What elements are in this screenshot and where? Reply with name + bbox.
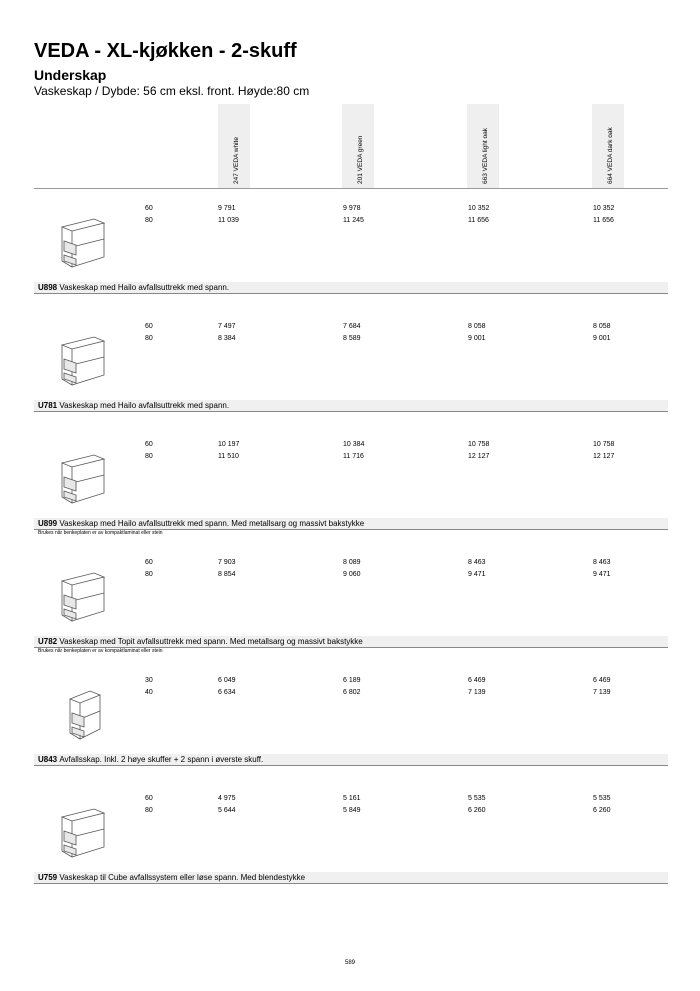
price-cell: 11 656 <box>468 217 489 224</box>
product-code <box>38 873 305 882</box>
size-label: 80 <box>145 335 153 342</box>
price-cell: 6 634 <box>218 689 236 696</box>
price-cell: 6 260 <box>468 807 486 814</box>
page-subtitle: Underskap <box>34 67 107 83</box>
page-description: Vaskeskap / Dybde: 56 cm eksl. front. Høyde:80 cm <box>34 84 310 98</box>
size-label: 80 <box>145 453 153 460</box>
product-note: Brukes når benkeplaten er av kompaktlaminat eller stein <box>38 648 163 654</box>
product-image <box>52 683 106 743</box>
price-cell: 8 854 <box>218 571 236 578</box>
product-description-text: Vaskeskap med Topit avfallsuttrekk med spann. Med metallsarg og massivt bakstykke <box>59 637 363 646</box>
price-cell: 7 684 <box>343 323 361 330</box>
product-image <box>52 447 106 507</box>
column-header-247 <box>218 104 250 188</box>
price-cell: 7 139 <box>593 689 611 696</box>
size-label: 80 <box>145 217 153 224</box>
column-header-label: 247 VEDA white <box>233 137 240 184</box>
price-cell: 5 161 <box>343 795 361 802</box>
product-code <box>38 637 363 646</box>
price-cell: 9 791 <box>218 205 236 212</box>
cabinet-drawer-icon <box>52 683 106 743</box>
price-cell: 7 903 <box>218 559 236 566</box>
column-header-label: 201 VEDA green <box>357 135 364 184</box>
price-cell: 12 127 <box>593 453 615 460</box>
column-header-201 <box>342 104 374 188</box>
product-image <box>52 565 106 625</box>
product-image <box>52 329 106 389</box>
product-code-text: U782 <box>38 637 60 646</box>
price-cell: 11 039 <box>218 217 239 224</box>
price-cell: 9 471 <box>593 571 611 578</box>
price-cell: 5 535 <box>593 795 611 802</box>
price-cell: 5 849 <box>343 807 361 814</box>
price-cell: 6 802 <box>343 689 361 696</box>
price-cell: 11 510 <box>218 453 239 460</box>
column-header-663 <box>467 104 499 188</box>
price-cell: 10 758 <box>593 441 615 448</box>
size-label: 80 <box>145 571 153 578</box>
price-cell: 6 260 <box>593 807 611 814</box>
product-note: Brukes når benkeplaten er av kompaktlaminat eller stein <box>38 530 163 536</box>
cabinet-drawer-icon <box>52 801 106 861</box>
price-cell: 6 049 <box>218 677 236 684</box>
price-cell: 8 058 <box>593 323 611 330</box>
price-cell: 11 656 <box>593 217 614 224</box>
price-cell: 9 060 <box>343 571 361 578</box>
page-title: VEDA - XL-kjøkken - 2-skuff <box>34 40 297 62</box>
cabinet-drawer-icon <box>52 329 106 389</box>
size-label: 30 <box>145 677 153 684</box>
product-code-text: U898 <box>38 283 60 292</box>
price-cell: 4 975 <box>218 795 236 802</box>
price-cell: 10 352 <box>593 205 615 212</box>
price-cell: 8 589 <box>343 335 361 342</box>
product-image <box>52 211 106 271</box>
price-cell: 8 384 <box>218 335 236 342</box>
price-cell: 10 352 <box>468 205 490 212</box>
price-cell: 9 978 <box>343 205 361 212</box>
product-code <box>38 401 229 410</box>
product-description-text: Avfallsskap. Inkl. 2 høye skuffer + 2 spann i øverste skuff. <box>59 755 264 764</box>
price-cell: 8 463 <box>593 559 611 566</box>
price-cell: 11 245 <box>343 217 364 224</box>
size-label: 60 <box>145 323 153 330</box>
product-description-text: Vaskeskap med Hailo avfallsuttrekk med spann. <box>59 401 230 410</box>
product-code-text: U899 <box>38 519 60 528</box>
price-cell: 6 469 <box>468 677 486 684</box>
price-cell: 10 197 <box>218 441 240 448</box>
product-code-text: U759 <box>38 873 60 882</box>
price-cell: 8 058 <box>468 323 486 330</box>
cabinet-drawer-icon <box>52 447 106 507</box>
price-cell: 5 535 <box>468 795 486 802</box>
price-cell: 5 644 <box>218 807 236 814</box>
price-cell: 9 001 <box>468 335 486 342</box>
product-description-text: Vaskeskap med Hailo avfallsuttrekk med spann. Med metallsarg og massivt bakstykke <box>59 519 365 528</box>
price-cell: 8 089 <box>343 559 361 566</box>
product-image <box>52 801 106 861</box>
product-code <box>38 283 229 292</box>
product-description-bar <box>34 754 668 766</box>
product-description-bar <box>34 518 668 530</box>
product-code <box>38 755 263 764</box>
price-cell: 12 127 <box>468 453 490 460</box>
product-description-bar <box>34 400 668 412</box>
size-label: 60 <box>145 441 153 448</box>
product-description-bar <box>34 636 668 648</box>
size-label: 60 <box>145 795 153 802</box>
price-cell: 8 463 <box>468 559 486 566</box>
price-cell: 6 469 <box>593 677 611 684</box>
page-number: 589 <box>344 960 355 966</box>
cabinet-drawer-icon <box>52 211 106 271</box>
product-description-text: Vaskeskap til Cube avfallssystem eller løse spann. Med blendestykke <box>59 873 306 882</box>
product-description-bar <box>34 282 668 294</box>
header-divider <box>34 188 668 189</box>
price-cell: 10 384 <box>343 441 365 448</box>
price-cell: 10 758 <box>468 441 490 448</box>
product-code <box>38 519 364 528</box>
size-label: 60 <box>145 205 153 212</box>
price-cell: 6 189 <box>343 677 361 684</box>
price-cell: 11 716 <box>343 453 364 460</box>
price-cell: 7 497 <box>218 323 236 330</box>
column-header-label: 663 VEDA light oak <box>482 127 489 184</box>
product-code-text: U843 <box>38 755 60 764</box>
price-cell: 7 139 <box>468 689 486 696</box>
size-label: 80 <box>145 807 153 814</box>
product-code-text: U781 <box>38 401 60 410</box>
cabinet-drawer-icon <box>52 565 106 625</box>
column-header-664 <box>592 104 624 188</box>
size-label: 60 <box>145 559 153 566</box>
product-description-bar <box>34 872 668 884</box>
product-description-text: Vaskeskap med Hailo avfallsuttrekk med spann. <box>59 283 230 292</box>
price-cell: 9 001 <box>593 335 611 342</box>
price-cell: 9 471 <box>468 571 486 578</box>
column-header-label: 664 VEDA dark oak <box>607 127 614 184</box>
size-label: 40 <box>145 689 153 696</box>
